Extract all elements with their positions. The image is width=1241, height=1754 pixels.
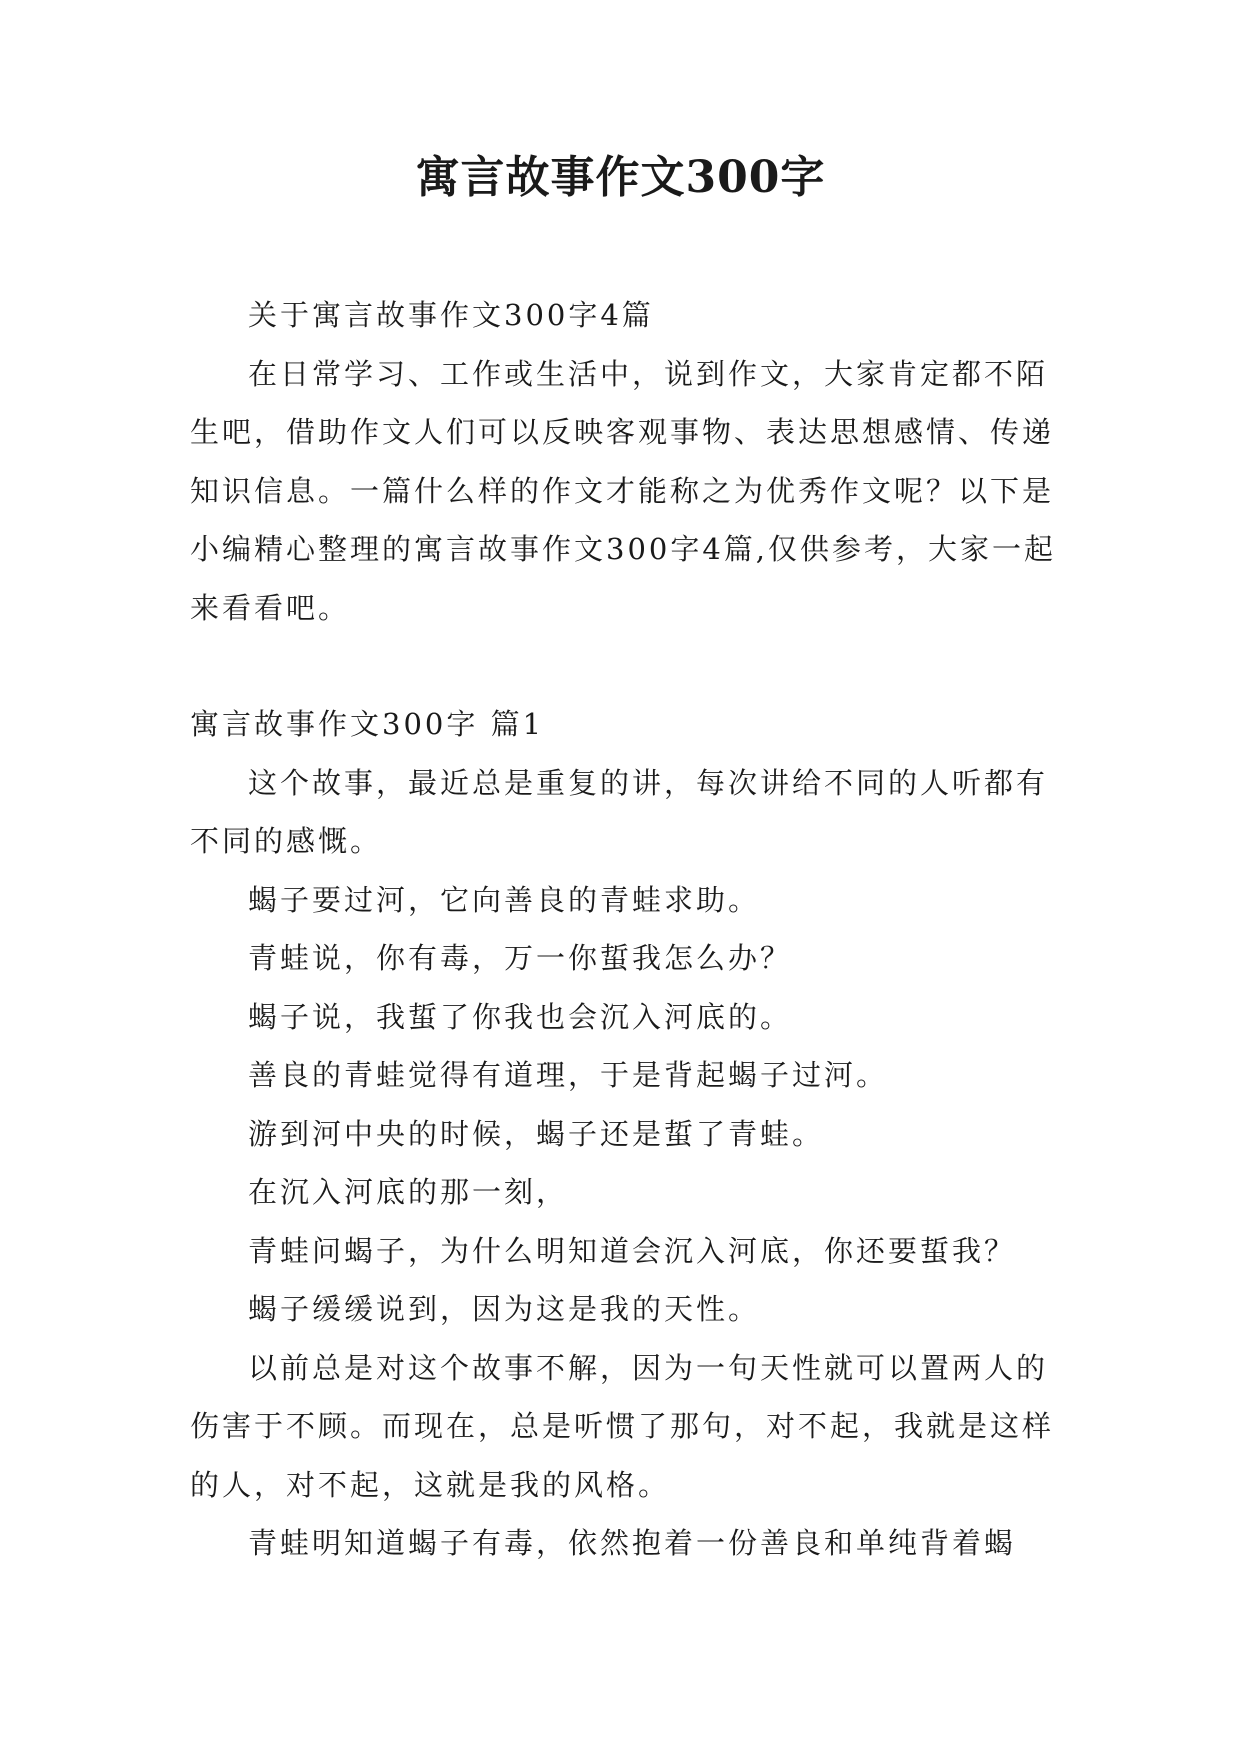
paragraph: 青蛙问蝎子，为什么明知道会沉入河底，你还要蜇我？ xyxy=(248,1233,1017,1268)
paragraph: 在沉入河底的那一刻， xyxy=(248,1175,569,1209)
paragraph: 蝎子要过河，它向善良的青蛙求助。 xyxy=(248,882,761,917)
paragraph: 青蛙明知道蝎子有毒，依然抱着一份善良和单纯背着蝎 xyxy=(248,1526,1017,1560)
paragraph: 善良的青蛙觉得有道理，于是背起蝎子过河。 xyxy=(248,1058,889,1092)
section-spacer xyxy=(190,637,1065,695)
paragraph: 蝎子缓缓说到，因为这是我的天性。 xyxy=(248,1292,761,1326)
document-title: 寓言故事作文300字 xyxy=(415,152,826,203)
section-heading: 寓言故事作文300字 篇1 xyxy=(190,707,545,741)
intro-heading: 关于寓言故事作文300字4篇 xyxy=(248,298,654,332)
paragraph: 以前总是对这个故事不解，因为一句天性就可以置两人的伤害于不顾。而现在，总是听惯了那句，对不起，我就是这样的人，对不起，这就是我的风格。 xyxy=(190,1350,1055,1502)
intro-paragraph: 在日常学习、工作或生活中，说到作文，大家肯定都不陌生吧，借助作文人们可以反映客观事物、表达思想感情、传递知识信息。一篇什么样的作文才能称之为优秀作文呢？以下是小编精心整理的寓言故事作文300字4篇,仅供参考，大家一起来看看吧。 xyxy=(190,356,1057,625)
paragraph: 青蛙说，你有毒，万一你蜇我怎么办？ xyxy=(248,941,793,975)
paragraph: 蝎子说，我蜇了你我也会沉入河底的。 xyxy=(248,999,793,1034)
paragraph: 游到河中央的时候，蝎子还是蜇了青蛙。 xyxy=(248,1116,825,1151)
paragraph: 这个故事，最近总是重复的讲，每次讲给不同的人听都有不同的感慨。 xyxy=(190,765,1049,858)
document-body xyxy=(190,286,1065,1573)
